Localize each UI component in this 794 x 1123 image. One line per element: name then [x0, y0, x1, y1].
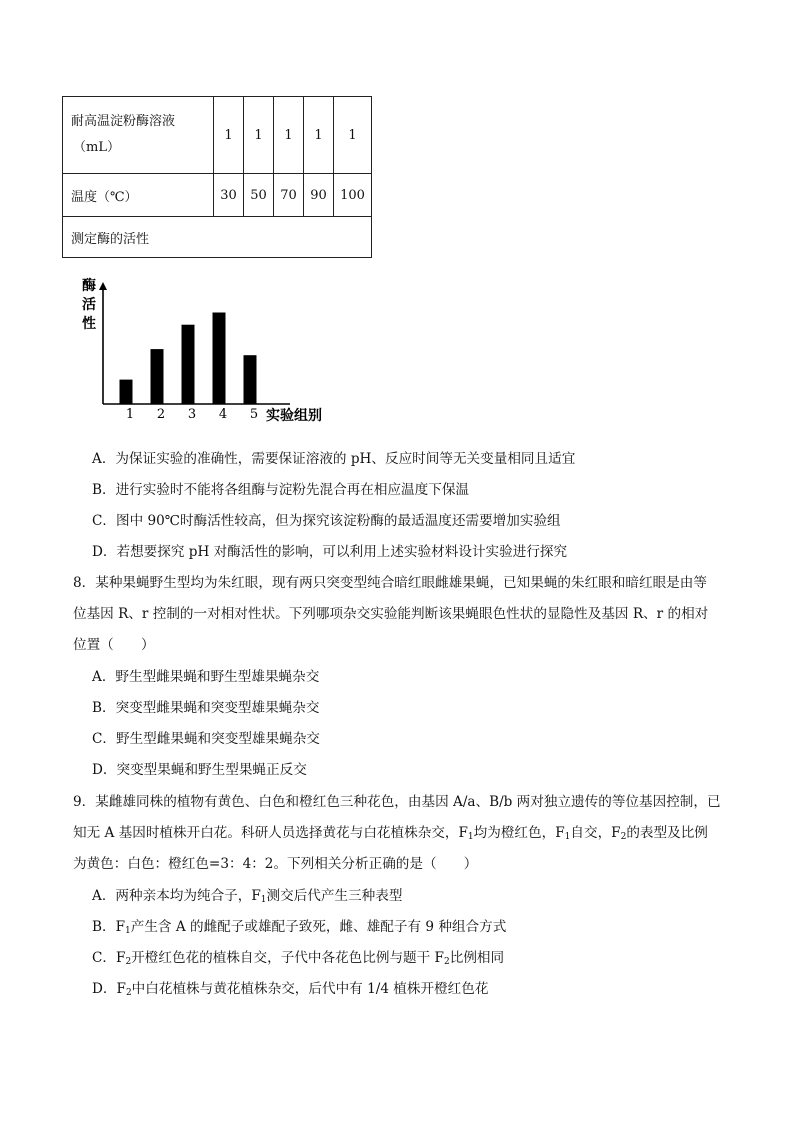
sub-f2: 2	[444, 957, 450, 967]
q9-l2c: 自交，F	[570, 825, 621, 841]
sub-f2: 2	[125, 988, 132, 998]
row3-label: 测定酶的活性	[63, 217, 372, 258]
row2-label: 温度（℃）	[63, 174, 214, 217]
q7-option-c: C．图中 90℃时酶活性较高，但为探究该淀粉酶的最适温度还需要增加实验组	[92, 513, 561, 529]
table-row-label	[63, 97, 214, 174]
q9-a-post: 测交后代产生三种表型	[266, 888, 403, 904]
sub-f1: 1	[125, 926, 131, 936]
table-cell: 30	[214, 174, 244, 217]
q9-stem-line3: 为黄色：白色：橙红色=3：4：2。下列相关分析正确的是（ ）	[73, 856, 478, 872]
bar	[182, 325, 195, 404]
table-row	[63, 97, 372, 174]
q8-option-c: C．野生型雌果蝇和突变型雄果蝇杂交	[92, 731, 320, 747]
y-axis-label-char: 活	[82, 297, 96, 313]
q8-stem-line1: 8．某种果蝇野生型均为朱红眼，现有两只突变型纯合暗红眼雌雄果蝇，已知果蝇的朱红眼和暗红眼是由等	[73, 575, 707, 591]
sub-f1: 1	[467, 832, 474, 842]
y-axis-arrow	[99, 282, 107, 290]
q9-option-d	[92, 980, 488, 1002]
q9-option-c	[92, 949, 504, 971]
x-tick-label: 1	[125, 407, 135, 422]
q7-option-a: A．为保证实验的准确性，需要保证溶液的 pH、反应时间等无关变量相同且适宜	[92, 451, 576, 467]
y-axis-label-char: 性	[82, 316, 96, 332]
table-row	[63, 174, 372, 217]
table-cell: 50	[244, 174, 274, 217]
q9-l2a: 知无 A 基因时植株开白花。科研人员选择黄花与白花植株杂交，F	[73, 825, 468, 841]
q9-c-mid: 开橙红色花的植株自交，子代中各花色比例与题干 F	[131, 950, 444, 966]
table-cell: 100	[334, 174, 372, 217]
x-tick-label: 4	[218, 407, 228, 422]
x-tick-label: 2	[156, 407, 166, 422]
sub-f2: 2	[125, 957, 132, 967]
bar	[213, 313, 226, 405]
x-axis-label: 实验组别	[266, 408, 322, 424]
q8-stem-line2: 位基因 R、r 控制的一对相对性状。下列哪项杂交实验能判断该果蝇眼色性状的显隐性及基因 R、r 的相对	[73, 606, 709, 622]
sub-f1: 1	[260, 895, 267, 905]
table-cell: 1	[274, 97, 304, 174]
q8-option-a: A．野生型雌果蝇和野生型雄果蝇杂交	[92, 669, 320, 685]
enzyme-activity-chart	[70, 270, 340, 430]
bar	[244, 355, 257, 404]
q8-option-d: D．突变型果蝇和野生型果蝇正反交	[92, 762, 307, 778]
table-cell: 90	[304, 174, 334, 217]
q7-option-b: B．进行实验时不能将各组酶与淀粉先混合再在相应温度下保温	[92, 482, 470, 498]
q9-stem-line1: 9．某雌雄同株的植物有黄色、白色和橙红色三种花色，由基因 A/a、B/b 两对独立遗传的等位基因控制，已	[73, 794, 721, 810]
q7-option-d: D．若想要探究 pH 对酶活性的影响，可以利用上述实验材料设计实验进行探究	[92, 544, 568, 560]
experiment-table	[62, 96, 372, 258]
q9-c-pre: C．F	[92, 950, 126, 966]
q9-b-post: 产生含 A 的雌配子或雄配子致死，雌、雄配子有 9 种组合方式	[130, 919, 507, 935]
x-tick-label: 3	[187, 407, 197, 422]
q9-a-pre: A．两种亲本均为纯合子，F	[92, 888, 261, 904]
table-row	[63, 217, 372, 258]
table-cell: 1	[334, 97, 372, 174]
x-tick-label: 5	[249, 407, 259, 422]
q9-c-post: 比例相同	[449, 950, 505, 966]
bar	[151, 349, 164, 404]
bar	[120, 380, 133, 404]
q9-option-b	[92, 918, 506, 940]
q9-d-post: 中白花植株与黄花植株杂交，后代中有 1/4 植株开橙红色花	[131, 981, 489, 997]
q9-l2b: 均为橙红色，F	[473, 825, 565, 841]
q8-option-b: B．突变型雌果蝇和突变型雄果蝇杂交	[92, 700, 320, 716]
sub-f2: 2	[620, 832, 627, 842]
table-cell: 1	[304, 97, 334, 174]
table-cell: 1	[244, 97, 274, 174]
q9-d-pre: D．F	[92, 981, 126, 997]
q8-stem-line3: 位置（ ）	[73, 637, 155, 653]
row1-label-line2: （mL）	[73, 140, 120, 155]
y-axis-label-char: 酶	[82, 278, 96, 294]
q9-option-a	[92, 887, 402, 909]
q9-l2d: 的表型及比例	[626, 825, 708, 841]
q9-stem-line2	[73, 824, 708, 846]
table-cell: 70	[274, 174, 304, 217]
row1-label-line1: 耐高温淀粉酶溶液	[71, 114, 176, 129]
q9-b-pre: B．F	[92, 919, 126, 935]
sub-f1: 1	[564, 832, 571, 842]
table-cell: 1	[214, 97, 244, 174]
